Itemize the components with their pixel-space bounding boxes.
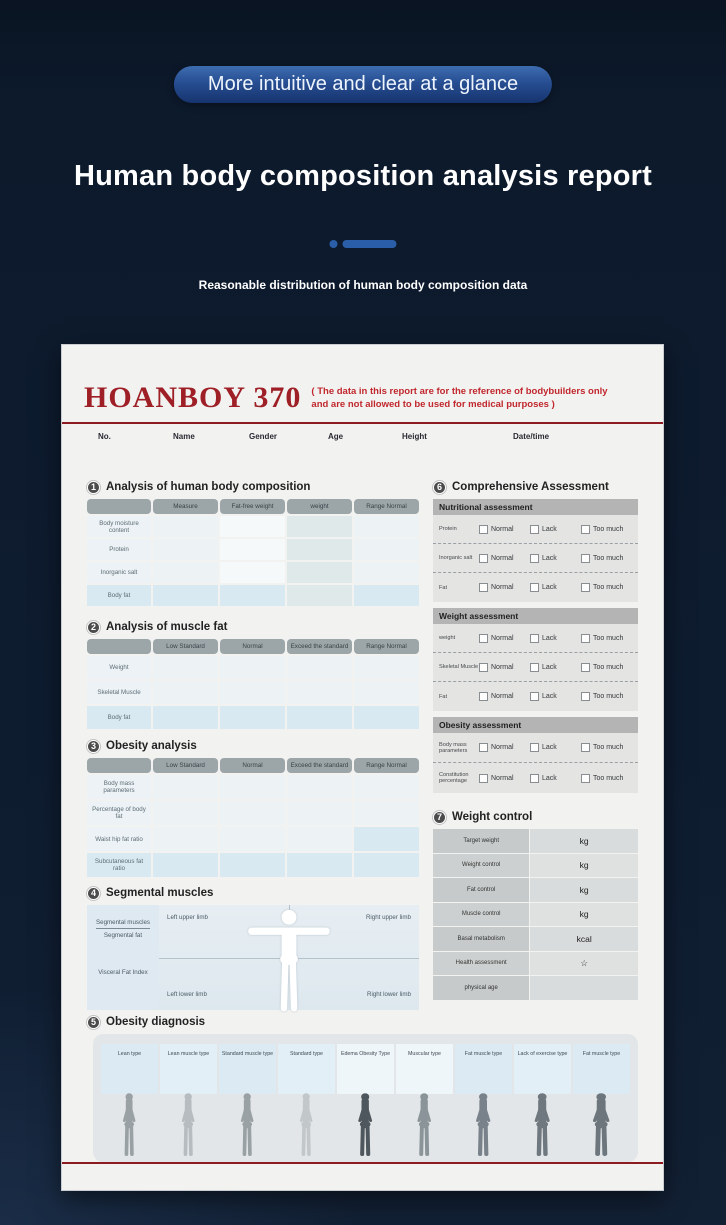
checkbox-lack[interactable] (530, 774, 539, 783)
divider-dot (330, 240, 338, 248)
table-cell (153, 585, 218, 606)
body-figure-icon (352, 1092, 379, 1156)
checkbox-too-much[interactable] (581, 663, 590, 672)
segmental-panel (87, 905, 419, 1010)
checkbox-lack[interactable] (530, 663, 539, 672)
checkbox-label: Lack (542, 584, 557, 591)
table-cell (220, 585, 285, 606)
checkbox-label: Normal (491, 663, 514, 671)
body-figure-icon (585, 1092, 617, 1156)
body-figure-icon (176, 1092, 200, 1156)
section2-title: Analysis of muscle fat (106, 621, 228, 633)
assessment-row-label: Constitution percentage (439, 772, 469, 784)
table-row (433, 878, 638, 902)
section4-number-badge: 4 (87, 887, 100, 900)
checkbox-label: Lack (542, 634, 557, 642)
disclaimer-line1: ( The data in this report are for the reference of bodybuilders only (311, 386, 608, 398)
section6-number-badge: 6 (433, 481, 446, 494)
group-heading: Nutritional assessment (433, 499, 638, 515)
row-unit (530, 976, 638, 1000)
segmental-sidebar (87, 905, 159, 1010)
assessment-row (433, 763, 638, 793)
checkbox-lack[interactable] (530, 554, 539, 563)
assessment-row-label: Protein (439, 526, 457, 532)
table-cell (354, 706, 419, 729)
assessment-row-label: Body mass parameters (439, 741, 468, 754)
checkbox-label: Lack (542, 693, 557, 700)
assessment-row-label: Skeletal Muscle (439, 664, 479, 670)
limb-label-right-upper: Right upper limb (365, 914, 411, 921)
muscle-fat-table (87, 639, 419, 729)
row-label: physical age (433, 976, 529, 1000)
checkbox-label: Too much (593, 663, 624, 671)
table-cell (354, 539, 419, 560)
report-page (62, 345, 663, 1190)
body-type-label: Muscular type (396, 1044, 453, 1094)
checkbox-lack[interactable] (530, 692, 539, 701)
table-cell (287, 706, 352, 729)
table-header: Fat-free weight (220, 499, 285, 514)
checkbox-normal[interactable] (479, 743, 488, 752)
table-header-blank (87, 499, 151, 514)
assessment-row (433, 515, 638, 544)
row-unit: kcal (530, 927, 638, 951)
checkbox-label: Lack (542, 774, 557, 782)
header-rule (62, 421, 663, 424)
report-header (62, 383, 663, 413)
checkbox-label: Normal (491, 584, 514, 591)
body-type-label: Fat muscle type (455, 1044, 512, 1094)
body-figure-icon (470, 1092, 498, 1156)
assessment-row-label: Inorganic salt (439, 555, 473, 561)
hero-badge: More intuitive and clear at a glance (174, 66, 552, 103)
disclaimer (311, 386, 607, 413)
body-type-label: Lean type (101, 1044, 158, 1094)
table-header: Range Normal (354, 639, 419, 654)
checkbox-normal[interactable] (479, 663, 488, 672)
body-type-column (573, 1044, 630, 1162)
table-row (433, 927, 638, 951)
table-header-blank (87, 639, 151, 654)
checkbox-label: Normal (491, 554, 514, 562)
table-cell (220, 706, 285, 729)
table-row (433, 976, 638, 1000)
checkbox-too-much[interactable] (581, 743, 590, 752)
table-cell (220, 562, 285, 583)
checkbox-lack[interactable] (530, 743, 539, 752)
section5-number-badge: 5 (87, 1016, 100, 1029)
body-type-column (278, 1044, 335, 1162)
table-cell (287, 516, 352, 537)
table-cell (220, 516, 285, 537)
checkbox-label: Too much (593, 634, 624, 642)
row-label: Skeletal Muscle (87, 681, 151, 704)
section1-title: Analysis of human body composition (106, 481, 311, 493)
assessment-row (433, 682, 638, 711)
body-type-column (514, 1044, 571, 1162)
table-header: Range Normal (354, 499, 419, 514)
table-cell (220, 775, 285, 799)
body-type-column (455, 1044, 512, 1162)
checkbox-label: Lack (542, 744, 557, 751)
table-cell (220, 801, 285, 825)
row-label: Body moisture content (87, 516, 151, 537)
table-header-blank (87, 758, 151, 773)
checkbox-label: Normal (491, 693, 514, 700)
body-type-label: Edema Obesity Type (337, 1044, 394, 1094)
group-heading: Weight assessment (433, 608, 638, 624)
body-type-label: Lean muscle type (160, 1044, 217, 1094)
info-date-label: Date/time (513, 432, 550, 441)
table-cell (153, 827, 218, 851)
table-cell (354, 775, 419, 799)
checkbox-normal[interactable] (479, 583, 488, 592)
info-height-label: Height (402, 432, 427, 441)
body-figure-icon (528, 1092, 557, 1156)
table-cell (287, 775, 352, 799)
composition-table (87, 499, 419, 606)
body-figure-icon (294, 1092, 318, 1156)
body-type-label: Fat muscle type (573, 1044, 630, 1094)
body-silhouette-icon (243, 908, 336, 1012)
body-type-column (219, 1044, 276, 1162)
checkbox-too-much[interactable] (581, 774, 590, 783)
checkbox-label: Too much (593, 584, 624, 591)
obesity-diagnosis-panel (93, 1034, 638, 1162)
checkbox-lack[interactable] (530, 525, 539, 534)
checkbox-normal[interactable] (479, 554, 488, 563)
nutritional-assessment-group (433, 499, 638, 602)
row-label: Protein (87, 539, 151, 560)
body-figure-icon (235, 1092, 259, 1156)
section7-heading (433, 809, 638, 825)
section2-number-badge: 2 (87, 621, 100, 634)
table-header: Measure (153, 499, 218, 514)
table-header: Low Standard (153, 758, 218, 773)
table-cell (153, 656, 218, 679)
hero-subtitle: Reasonable distribution of human body composition data (198, 278, 528, 292)
row-label: Inorganic salt (87, 562, 151, 583)
row-unit: kg (530, 878, 638, 902)
row-label: Percentage of body fat (87, 801, 151, 825)
info-gender-label: Gender (249, 432, 278, 441)
section3-title: Obesity analysis (106, 740, 197, 752)
table-header: Normal (220, 758, 285, 773)
table-cell (153, 775, 218, 799)
checkbox-label: Lack (542, 525, 557, 533)
row-label: Body mass parameters (87, 775, 151, 799)
row-label: Health assessment (433, 952, 529, 976)
row-label: Target weight (433, 829, 529, 853)
weight-control-table (433, 829, 638, 1000)
section3-number-badge: 3 (87, 740, 100, 753)
table-header: Normal (220, 639, 285, 654)
limb-label-left-lower: Left lower limb (167, 991, 207, 998)
checkbox-label: Lack (542, 554, 557, 562)
disclaimer-line2: and are not allowed to be used for medical purposes ) (311, 398, 555, 410)
divider-bar (343, 240, 397, 248)
table-row (433, 829, 638, 853)
weight-assessment-group (433, 608, 638, 711)
checkbox-label: Normal (491, 634, 514, 642)
table-cell (354, 853, 419, 877)
body-type-label: Lack of exercise type (514, 1044, 571, 1094)
table-cell (153, 801, 218, 825)
table-row (433, 952, 638, 976)
row-label: Subcutaneous fat ratio (87, 853, 151, 877)
limb-label-left-upper: Left upper limb (167, 914, 208, 921)
checkbox-too-much[interactable] (581, 634, 590, 643)
row-label: Body fat (87, 585, 151, 606)
row-label: Weight (87, 656, 151, 679)
section6-title: Comprehensive Assessment (452, 481, 609, 493)
table-header: Low Standard (153, 639, 218, 654)
table-cell (354, 681, 419, 704)
checkbox-too-much[interactable] (581, 554, 590, 563)
body-figure-icon (411, 1092, 437, 1156)
section7-number-badge: 7 (433, 811, 446, 824)
assessment-row (433, 733, 638, 763)
info-name-label: Name (173, 432, 195, 441)
table-header: Range Normal (354, 758, 419, 773)
row-unit: kg (530, 903, 638, 927)
segmental-body-diagram (159, 905, 419, 1010)
checkbox-label: Too much (593, 554, 624, 562)
body-type-column (396, 1044, 453, 1162)
table-cell (220, 827, 285, 851)
assessment-row (433, 653, 638, 682)
section5-title: Obesity diagnosis (106, 1016, 206, 1028)
checkbox-label: Too much (593, 693, 624, 700)
assessment-row-label: Fat (439, 693, 448, 700)
body-type-column (101, 1044, 158, 1162)
table-cell (153, 562, 218, 583)
page-title: Human body composition analysis report (73, 160, 653, 192)
section1-heading (87, 479, 419, 495)
obesity-assessment-group (433, 717, 638, 793)
brand-logo: HOANBOY 370 (84, 381, 302, 414)
section6-heading (433, 479, 638, 495)
table-cell (354, 516, 419, 537)
checkbox-normal[interactable] (479, 774, 488, 783)
table-cell (220, 539, 285, 560)
obesity-analysis-table (87, 758, 419, 877)
section1-number-badge: 1 (87, 481, 100, 494)
patient-info-row (62, 432, 663, 446)
checkbox-normal[interactable] (479, 634, 488, 643)
checkbox-normal[interactable] (479, 525, 488, 534)
limb-label-right-lower: Right lower limb (366, 991, 411, 998)
checkbox-label: Lack (542, 663, 557, 671)
body-figure-icon (117, 1092, 141, 1156)
table-row (433, 903, 638, 927)
table-cell (354, 656, 419, 679)
table-cell (153, 853, 218, 877)
table-cell (287, 853, 352, 877)
checkbox-lack[interactable] (530, 583, 539, 592)
checkbox-normal[interactable] (479, 692, 488, 701)
body-type-column (160, 1044, 217, 1162)
checkbox-label: Normal (491, 744, 514, 751)
table-cell (220, 656, 285, 679)
table-header: weight (287, 499, 352, 514)
body-type-label: Standard type (278, 1044, 335, 1094)
row-label: Basal metabolism (433, 927, 529, 951)
assessment-row (433, 544, 638, 573)
left-column (87, 479, 419, 1010)
table-cell (354, 827, 419, 851)
group-heading: Obesity assessment (433, 717, 638, 733)
visceral-fat-label: Visceral Fat Index (98, 969, 148, 976)
section4-heading (87, 885, 419, 901)
section5-heading (87, 1014, 638, 1030)
table-cell (354, 585, 419, 606)
checkbox-label: Too much (593, 744, 624, 751)
row-label: Waist hip fat ratio (87, 827, 151, 851)
assessment-row (433, 624, 638, 653)
table-header: Exceed the standard (287, 758, 352, 773)
segmental-muscles-label: Segmental muscles (96, 919, 150, 929)
segmental-fat-label: Segmental fat (103, 932, 143, 939)
checkbox-label: Normal (491, 774, 514, 782)
table-cell (153, 706, 218, 729)
row-label: Muscle control (433, 903, 529, 927)
checkbox-label: Normal (491, 525, 514, 533)
table-cell (287, 539, 352, 560)
section4-title: Segmental muscles (106, 887, 214, 899)
table-row (433, 854, 638, 878)
table-cell (287, 656, 352, 679)
table-cell (220, 853, 285, 877)
star-icon: ☆ (530, 952, 638, 976)
table-cell (287, 827, 352, 851)
table-cell (287, 681, 352, 704)
table-cell (354, 562, 419, 583)
section2-heading (87, 619, 419, 635)
checkbox-too-much[interactable] (581, 583, 590, 592)
section3-heading (87, 738, 419, 754)
checkbox-label: Too much (593, 774, 624, 782)
row-label: Weight control (433, 854, 529, 878)
table-cell (287, 562, 352, 583)
row-label: Fat control (433, 878, 529, 902)
table-cell (153, 539, 218, 560)
row-unit: kg (530, 829, 638, 853)
table-cell (153, 516, 218, 537)
section7-title: Weight control (452, 811, 533, 823)
footer-rule (62, 1162, 663, 1164)
row-label: Body fat (87, 706, 151, 729)
table-cell (153, 681, 218, 704)
checkbox-too-much[interactable] (581, 525, 590, 534)
checkbox-lack[interactable] (530, 634, 539, 643)
info-age-label: Age (328, 432, 344, 441)
table-cell (220, 681, 285, 704)
assessment-row-label: weight (439, 635, 456, 641)
table-cell (354, 801, 419, 825)
checkbox-label: Too much (593, 525, 624, 533)
row-unit: kg (530, 854, 638, 878)
body-type-label: Standard muscle type (219, 1044, 276, 1094)
checkbox-too-much[interactable] (581, 692, 590, 701)
table-cell (287, 801, 352, 825)
assessment-row-label: Fat (439, 584, 448, 591)
table-cell (287, 585, 352, 606)
assessment-row (433, 573, 638, 602)
title-divider (330, 240, 397, 248)
body-type-column (337, 1044, 394, 1162)
table-header: Exceed the standard (287, 639, 352, 654)
info-no-label: No. (98, 432, 111, 441)
right-column (433, 479, 638, 1010)
